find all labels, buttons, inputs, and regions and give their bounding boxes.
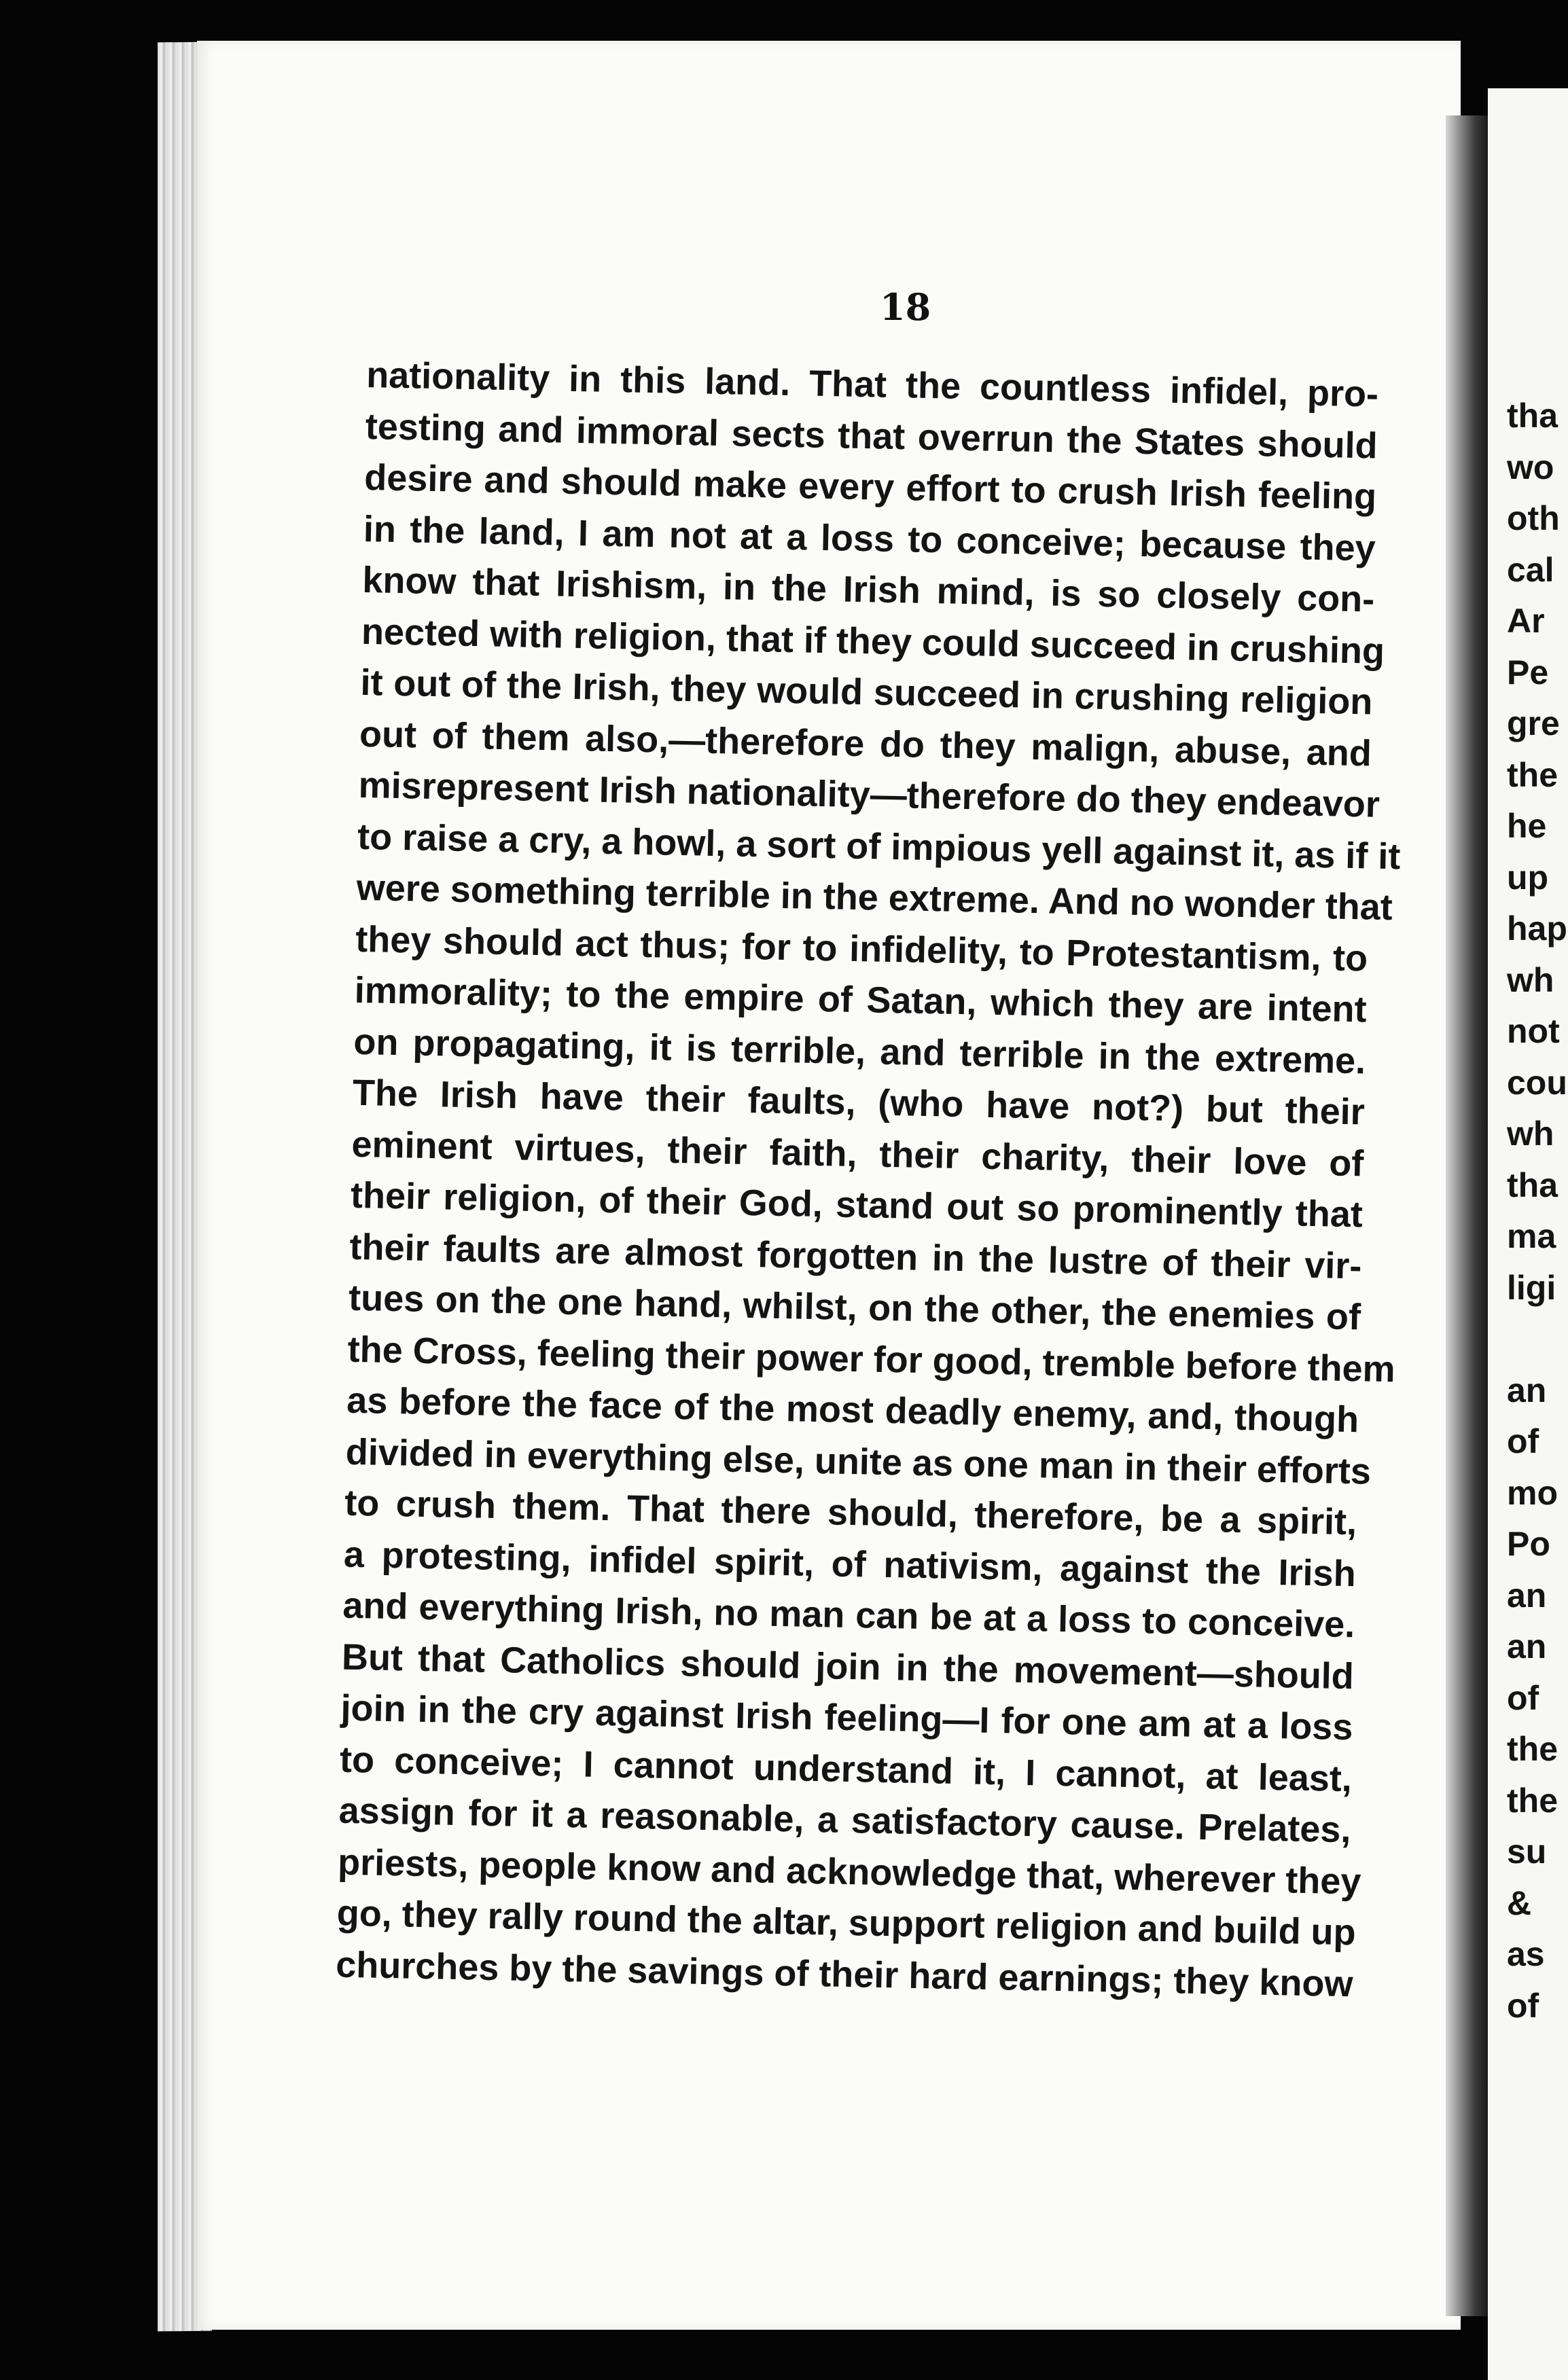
next-page-line-fragment: oth [1507,499,1560,537]
text-line: they should act thus; for to infidelity, to Protestantism, to [355,918,1368,979]
text-line: misrepresent Irish nationality—therefore do they endeavor [358,764,1380,825]
next-page-line-fragment: ma [1507,1217,1556,1255]
text-line: their religion, of their God, stand out so prominently that [350,1174,1364,1236]
text-line: the Cross, feeling their power for good, tremble before them [347,1329,1396,1390]
next-page-line-fragment: tha [1507,397,1558,435]
text-line: testing and immoral sects that overrun the States should [365,405,1378,467]
next-page-line-fragment: an [1507,1371,1547,1409]
book-gutter [1446,115,1488,2316]
next-page-line-fragment: wh [1507,960,1554,999]
text-line: on propagating, it is terrible, and terrible in the extreme. [353,1021,1366,1081]
next-page-line-fragment: of [1507,1986,1539,2025]
next-page-line-fragment: of [1507,1678,1539,1717]
text-line: their faults are almost forgotten in the lustre of their vir- [349,1226,1362,1286]
text-line: divided in everything else, unite as one man in their efforts [345,1431,1372,1492]
next-page-line-fragment: cal [1507,550,1554,589]
text-line: to raise a cry, a howl, a sort of impious yell against it, as if it [357,816,1401,877]
text-line: and everything Irish, no man can be at a loss to conceive. [342,1585,1355,1646]
next-page-text-fragments [1507,391,1568,2032]
text-line: to crush them. That there should, therefore, be a spirit, [344,1482,1357,1543]
next-page-line-fragment: an [1507,1576,1547,1615]
text-line: desire and should make every effort to crush Irish feeling [363,456,1377,518]
next-page-line-fragment: the [1507,755,1558,794]
text-line: as before the face of the most deadly enemy, and, though [346,1380,1359,1441]
next-page-line-fragment: as [1507,1935,1545,1973]
next-page-line-fragment: Pe [1507,653,1549,691]
next-page-line-fragment: su [1507,1833,1547,1871]
page-number: 18 [880,285,931,329]
next-page-line-fragment: mo [1507,1473,1558,1512]
next-page-line-fragment: not [1507,1012,1560,1050]
next-page-line-fragment: wh [1507,1115,1554,1153]
text-line: a protesting, infidel spirit, of nativism, against the Irish [343,1534,1357,1594]
next-page-line-fragment: cou [1507,1063,1567,1102]
next-page-line-fragment: gre [1507,704,1560,742]
next-page-line-fragment: an [1507,1627,1547,1665]
text-line: The Irish have their faults, (who have not?) but their [352,1072,1366,1133]
text-line: go, they rally round the altar, support religion and build up [336,1892,1357,1953]
text-line: eminent virtues, their faith, their charity, their love of [351,1123,1364,1184]
next-page-line-fragment: Ar [1507,602,1545,640]
text-line: nationality in this land. That the countless infidel, pro- [366,354,1379,415]
next-page-line-fragment: tha [1507,1166,1558,1204]
text-line: churches by the savings of their hard earnings; they know [335,1944,1354,2004]
text-line: out of them also,—therefore do they malign, abuse, and [359,713,1372,774]
next-page-line-fragment: of [1507,1422,1539,1460]
text-line: nected with religion, that if they could succeed in crushing [361,611,1385,672]
text-line: join in the cry against Irish feeling—I for one am at a loss [340,1687,1353,1748]
next-page-line-fragment: he [1507,807,1547,845]
next-page-line-fragment: hap [1507,909,1567,948]
text-line: immorality; to the empire of Satan, which they are intent [354,969,1368,1030]
text-line: priests, people know and acknowledge that, wherever they [337,1841,1361,1903]
next-page-line-fragment: Po [1507,1525,1550,1563]
text-line: were something terrible in the extreme. And no wonder that [356,867,1393,928]
text-line: in the land, I am not at a loss to conceive; because they [363,508,1376,569]
next-page-line-fragment: & [1507,1883,1532,1922]
page-text [335,350,1401,2010]
text-line: But that Catholics should join in the movement—should [341,1636,1355,1697]
next-page-line-fragment: up [1507,858,1549,897]
text-line: assign for it a reasonable, a satisfactory cause. Prelates, [338,1790,1352,1851]
next-page-line-fragment: ligi [1507,1268,1556,1307]
next-page-line-fragment [1507,1314,1568,1365]
text-line: it out of the Irish, they would succeed in crushing religion [360,662,1373,723]
next-page-line-fragment: the [1507,1730,1558,1768]
next-page-line-fragment: wo [1507,448,1554,486]
next-page-line-fragment: the [1507,1781,1558,1820]
text-line: to conceive; I cannot understand it, I cannot, at least, [339,1739,1353,1799]
text-line: tues on the one hand, whilst, on the other, the enemies of [348,1277,1361,1338]
text-line: know that Irishism, in the Irish mind, is so closely con- [361,559,1375,620]
